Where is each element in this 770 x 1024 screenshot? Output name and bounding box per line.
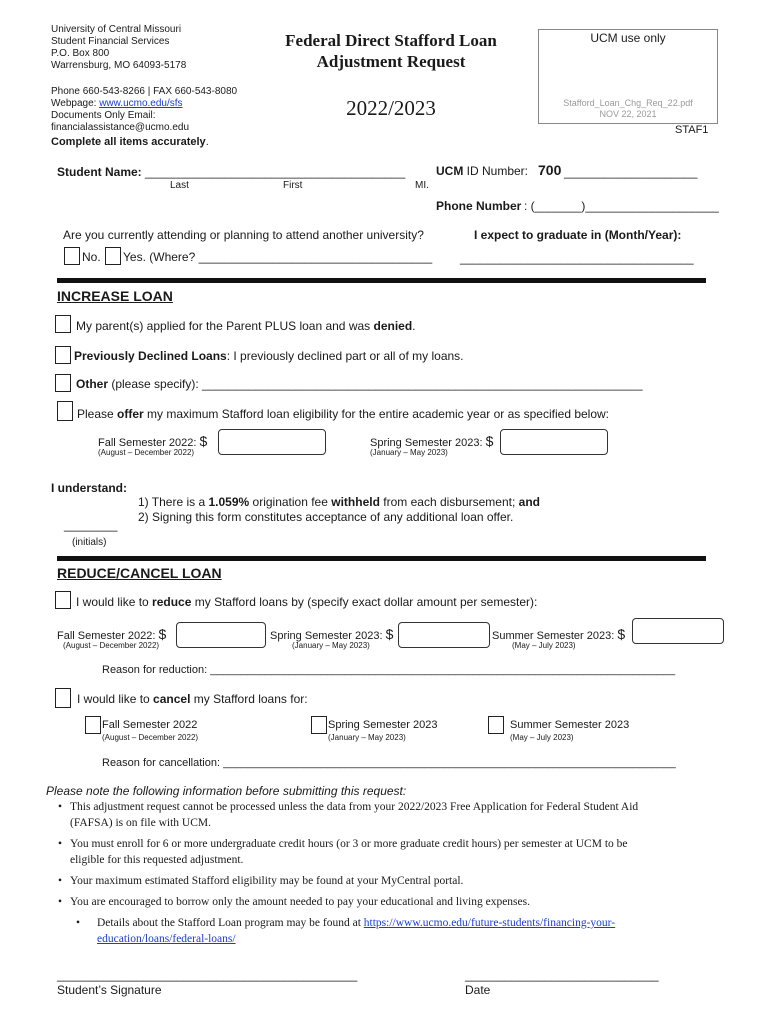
- date-field[interactable]: _____________________________: [465, 968, 659, 982]
- complete-note: [51, 136, 209, 148]
- reduce-c: my Stafford loans by (specify exact dollar amount per semester):: [191, 595, 538, 609]
- form-title-line2: Adjustment Request: [316, 52, 466, 71]
- reduce-label: [76, 595, 537, 609]
- webpage-line: [51, 98, 183, 110]
- documents-email-label: Documents Only Email:: [51, 110, 156, 121]
- loan-info-link-cont[interactable]: education/loans/federal-loans/: [97, 933, 236, 945]
- initials-field[interactable]: ________: [64, 518, 118, 532]
- item4-end: my maximum Stafford loan eligibility for the entire academic year or as specified below:: [143, 407, 610, 421]
- ucm-id-label-bold: UCM: [436, 164, 464, 178]
- cancel-fall-checkbox[interactable]: [85, 716, 101, 734]
- attending-no-label: No.: [82, 250, 101, 264]
- reduce-summer-amount-input[interactable]: [632, 618, 724, 644]
- note-2-line1: You must enroll for 6 or more undergraduate credit hours (or 3 or more graduate credit hours) per semester at UCM to be: [70, 838, 628, 850]
- bullet-icon: •: [76, 917, 81, 929]
- item1-text: My parent(s) applied for the Parent PLUS loan and was: [76, 319, 374, 333]
- offer-max-label: [77, 407, 609, 421]
- increase-fall-text: Fall Semester 2022:: [98, 437, 200, 449]
- u1-a: 1) There is a: [138, 495, 209, 509]
- item4-text: Please: [77, 407, 118, 421]
- reduce-summer-dates: (May – July 2023): [512, 641, 576, 650]
- section-divider: [57, 278, 706, 283]
- offer-max-checkbox[interactable]: [57, 401, 73, 421]
- section-divider: [57, 556, 706, 561]
- reduce-a: I would like to: [76, 595, 153, 609]
- mi-caption: MI.: [415, 180, 429, 191]
- signature-field[interactable]: _____________________________________________: [57, 968, 358, 982]
- item3-bold: Other: [76, 377, 109, 391]
- student-name-field[interactable]: _______________________________________: [145, 165, 406, 179]
- item2-bold: Previously Declined Loans: [74, 349, 227, 363]
- complete-note-bold: Complete all items accurately: [51, 136, 206, 148]
- reduce-spring-label: [270, 626, 393, 642]
- parent-plus-denied-label: [76, 319, 416, 333]
- reduce-fall-text: Fall Semester 2022:: [57, 630, 159, 642]
- note-4: You are encouraged to borrow only the amount needed to pay your educational and living expenses.: [70, 896, 530, 908]
- phone-number-label: Phone Number: [436, 199, 522, 213]
- increase-spring-amount-input[interactable]: [500, 429, 608, 455]
- reduce-spring-dates: (January – May 2023): [292, 641, 370, 650]
- student-name-label: Student Name:: [57, 165, 142, 179]
- reduce-checkbox[interactable]: [55, 591, 71, 609]
- cancel-summer-checkbox[interactable]: [488, 716, 504, 734]
- u1-c: origination fee: [249, 495, 332, 509]
- cancel-spring-dates: (January – May 2023): [328, 733, 406, 742]
- complete-note-end: .: [205, 136, 209, 148]
- initials-caption: (initials): [72, 537, 107, 548]
- bullet-icon: •: [58, 896, 63, 908]
- cancel-summer-dates: (May – July 2023): [510, 733, 574, 742]
- reduce-summer-currency: $: [617, 626, 626, 642]
- reduce-fall-dates: (August – December 2022): [63, 641, 160, 650]
- stamp-date: NOV 22, 2021: [599, 109, 657, 119]
- cancel-spring-label: Spring Semester 2023: [328, 719, 438, 731]
- loan-info-link[interactable]: https://www.ucmo.edu/future-students/financing-your-: [363, 917, 616, 929]
- other-checkbox[interactable]: [55, 374, 71, 392]
- u1-f: and: [518, 495, 540, 509]
- ucm-id-prefix: 700: [538, 162, 562, 178]
- u1-d: withheld: [331, 495, 380, 509]
- form-title-line1: Federal Direct Stafford Loan: [285, 31, 497, 50]
- cancel-checkbox[interactable]: [55, 688, 71, 708]
- reason-cancel-field[interactable]: Reason for cancellation: __________________________________________________________________________: [102, 757, 676, 769]
- item3-text: (please specify): __________________________________________________________________: [108, 377, 643, 391]
- cancel-spring-checkbox[interactable]: [311, 716, 327, 734]
- note-item: [56, 799, 736, 831]
- cancel-summer-label: Summer Semester 2023: [510, 719, 630, 731]
- understand-line2: 2) Signing this form constitutes acceptance of any additional loan offer.: [138, 510, 514, 524]
- ucm-id-label: [436, 164, 528, 178]
- u1-e: from each disbursement;: [379, 495, 519, 509]
- ucm-id-label-text: ID Number:: [463, 164, 529, 178]
- form-code: STAF1: [675, 124, 709, 136]
- org-po-box: P.O. Box 800: [51, 48, 110, 59]
- reason-reduction-field[interactable]: Reason for reduction: ____________________________________________________________________________: [102, 664, 676, 676]
- parent-plus-denied-checkbox[interactable]: [55, 315, 71, 333]
- stamp-file: Stafford_Loan_Chg_Req_22.pdf: [563, 98, 693, 108]
- reduce-summer-label: [492, 626, 625, 642]
- reduce-fall-amount-input[interactable]: [176, 622, 266, 648]
- notes-heading: Please note the following information before submitting this request:: [46, 784, 407, 798]
- org-name: University of Central Missouri: [51, 24, 182, 35]
- increase-fall-currency: $: [199, 433, 208, 449]
- attending-question: Are you currently attending or planning to attend another university?: [63, 228, 424, 242]
- reduce-spring-text: Spring Semester 2023:: [270, 630, 386, 642]
- attending-yes-label[interactable]: Yes. (Where? ___________________________________: [123, 250, 433, 264]
- item2-text: : I previously declined part or all of my loans.: [226, 349, 464, 363]
- note-item: [56, 836, 736, 868]
- note-item: [56, 915, 736, 947]
- graduate-label: I expect to graduate in (Month/Year):: [474, 228, 682, 242]
- webpage-label: Webpage:: [51, 98, 100, 109]
- graduate-field[interactable]: ___________________________________: [460, 251, 694, 265]
- note-1-line2: (FAFSA) is on file with UCM.: [70, 817, 211, 829]
- u1-b: 1.059%: [208, 495, 250, 509]
- item1-bold: denied: [373, 319, 413, 333]
- phone-fax: Phone 660-543-8266 | FAX 660-543-8080: [51, 86, 238, 97]
- notes-list: [56, 799, 736, 947]
- org-department: Student Financial Services: [51, 36, 170, 47]
- note-item: [56, 873, 736, 889]
- note-3: Your maximum estimated Stafford eligibility may be found at your MyCentral portal.: [70, 875, 464, 887]
- phone-number-field[interactable]: : (_______)____________________: [524, 199, 719, 213]
- webpage-link[interactable]: www.ucmo.edu/sfs: [99, 98, 183, 109]
- documents-email: financialassistance@ucmo.edu: [51, 122, 190, 133]
- increase-spring-currency: $: [485, 433, 494, 449]
- cancel-a: I would like to: [77, 692, 154, 706]
- increase-fall-dates: (August – December 2022): [98, 448, 195, 457]
- bullet-icon: •: [58, 875, 63, 887]
- increase-spring-label: [370, 433, 493, 449]
- attending-yes-checkbox[interactable]: [105, 247, 121, 265]
- reduce-fall-label: [57, 626, 166, 642]
- reduce-b: reduce: [152, 595, 192, 609]
- cancel-c: my Stafford loans for:: [190, 692, 308, 706]
- note-5-line1: [97, 915, 736, 931]
- org-city: Warrensburg, MO 64093-5178: [51, 60, 187, 71]
- attending-no-checkbox[interactable]: [64, 247, 80, 265]
- date-label: Date: [465, 983, 491, 997]
- ucm-id-field[interactable]: ____________________: [564, 165, 698, 179]
- note-5-text: Details about the Stafford Loan program may be found at: [97, 917, 364, 929]
- understand-line1: [138, 495, 540, 509]
- increase-loan-heading: INCREASE LOAN: [57, 288, 173, 304]
- reduce-spring-currency: $: [385, 626, 394, 642]
- understand-label: I understand:: [51, 481, 128, 495]
- cancel-fall-label: Fall Semester 2022: [102, 719, 198, 731]
- note-2-line2: eligible for this requested adjustment.: [70, 854, 244, 866]
- first-name-caption: First: [283, 180, 303, 191]
- note-1-line1: This adjustment request cannot be processed unless the data from your 2022/2023 Free Application for Federal Student Aid: [70, 801, 639, 813]
- reduce-spring-amount-input[interactable]: [398, 622, 490, 648]
- previously-declined-label: [74, 349, 464, 363]
- item4-bold: offer: [117, 407, 144, 421]
- increase-fall-amount-input[interactable]: [218, 429, 326, 455]
- increase-fall-label: [98, 433, 207, 449]
- cancel-fall-dates: (August – December 2022): [102, 733, 199, 742]
- signature-label: Student’s Signature: [57, 983, 162, 997]
- note-item: [56, 894, 736, 910]
- cancel-b: cancel: [153, 692, 191, 706]
- cancel-label: [77, 692, 308, 706]
- previously-declined-checkbox[interactable]: [55, 346, 71, 364]
- reduce-cancel-heading: REDUCE/CANCEL LOAN: [57, 565, 222, 581]
- other-label[interactable]: [76, 377, 643, 391]
- ucm-use-only-label: UCM use only: [590, 31, 666, 45]
- increase-spring-text: Spring Semester 2023:: [370, 437, 486, 449]
- item1-end: .: [412, 319, 416, 333]
- form-year: 2022/2023: [346, 96, 436, 120]
- reduce-fall-currency: $: [158, 626, 167, 642]
- bullet-icon: •: [58, 838, 63, 850]
- increase-spring-dates: (January – May 2023): [370, 448, 448, 457]
- bullet-icon: •: [58, 801, 63, 813]
- last-name-caption: Last: [170, 180, 189, 191]
- reduce-summer-text: Summer Semester 2023:: [492, 630, 618, 642]
